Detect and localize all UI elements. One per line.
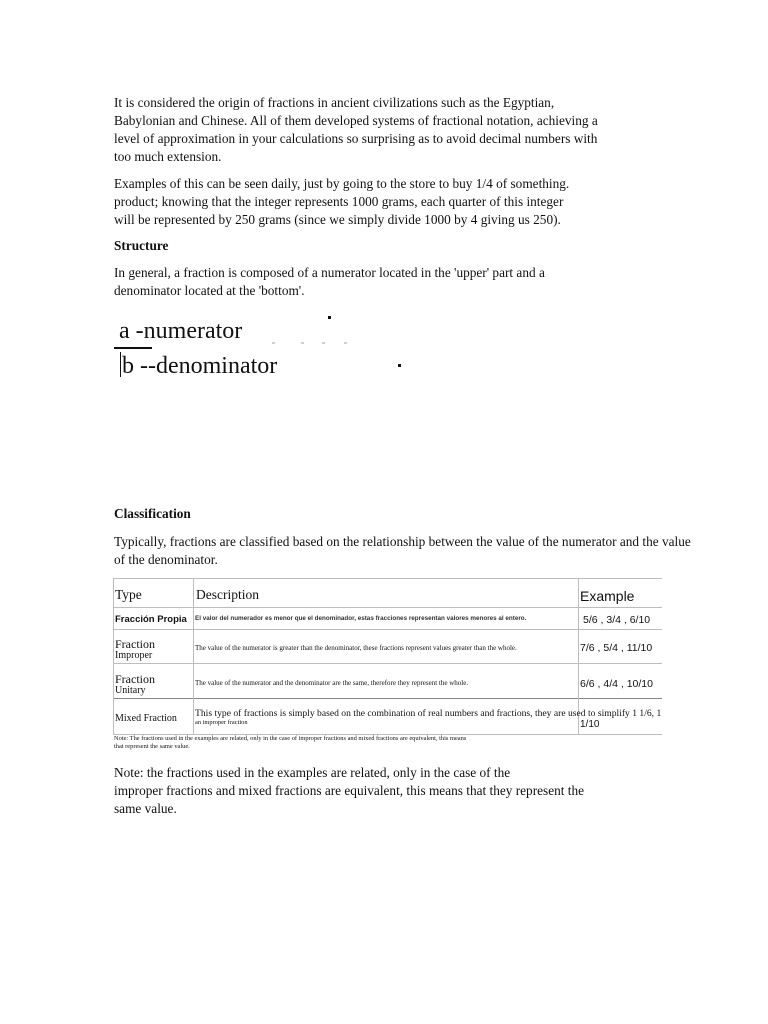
text-line: Typically, fractions are classified based on the relationship between the value of the numerator and the value — [114, 534, 691, 549]
text-line: of the denominator. — [114, 552, 218, 567]
denominator-label: b --denominator — [122, 353, 278, 379]
header-type: Type — [115, 587, 142, 602]
table-footnote — [114, 735, 466, 751]
header-example: Example — [580, 588, 635, 604]
header-description: Description — [196, 587, 259, 602]
table-border — [113, 663, 662, 664]
classification-paragraph — [114, 533, 691, 569]
structure-paragraph — [114, 264, 545, 300]
text-cursor-icon — [120, 352, 121, 377]
table-cell-description: El valor del numerador es menor que el denominador, estas fracciones representan valores menores al entero. — [195, 615, 527, 622]
structure-heading: Structure — [114, 238, 169, 253]
dot-mark — [398, 364, 401, 367]
dot-mark — [328, 316, 331, 319]
table-border — [113, 629, 662, 630]
text-line: denominator located at the 'bottom'. — [114, 283, 305, 298]
table-cell-example: 1/10 — [580, 719, 600, 730]
table-border — [113, 578, 662, 579]
type-sublabel: Improper — [115, 650, 153, 661]
text-line: will be represented by 250 grams (since we simply divide 1000 by 4 giving us 250). — [114, 212, 561, 227]
note-paragraph — [114, 764, 584, 818]
table-border — [113, 578, 114, 735]
text-line: product; knowing that the integer represents 1000 grams, each quarter of this integer — [114, 194, 564, 209]
faint-mark — [322, 342, 325, 344]
table-cell-type — [115, 673, 155, 697]
faint-mark — [301, 342, 304, 344]
table-cell-description: The value of the numerator is greater than the denominator, these fractions represent values greater than the whole. — [195, 644, 517, 652]
table-cell-type: Mixed Fraction — [115, 713, 177, 724]
text-line: It is considered the origin of fractions in ancient civilizations such as the Egyptian, — [114, 95, 555, 110]
table-cell-example: 7/6 , 5/4 , 11/10 — [580, 642, 653, 654]
text-line: same value. — [114, 801, 177, 816]
type-label: Fraction — [115, 637, 155, 651]
examples-paragraph — [114, 175, 569, 229]
intro-paragraph — [114, 94, 598, 166]
description-line: an improper fraction — [195, 719, 248, 726]
text-line: Note: the fractions used in the examples are related, only in the case of the — [114, 765, 511, 780]
numerator-label: a -numerator — [119, 318, 243, 344]
type-label: Fraction — [115, 672, 155, 686]
text-line: level of approximation in your calculations so surprising as to avoid decimal numbers with — [114, 131, 598, 146]
text-line: Examples of this can be seen daily, just by going to the store to buy 1/4 of something. — [114, 176, 570, 191]
faint-mark — [344, 342, 347, 344]
table-border — [193, 578, 194, 735]
table-cell-type: Fracción Propia — [115, 614, 187, 625]
text-line: improper fractions and mixed fractions are equivalent, this means that they represent the — [114, 783, 585, 798]
text-line: that represent the same value. — [114, 743, 190, 750]
classification-table — [113, 578, 662, 736]
faint-mark — [272, 342, 275, 344]
classification-heading: Classification — [114, 506, 191, 521]
table-border — [113, 607, 662, 608]
table-cell-type — [115, 638, 155, 662]
type-sublabel: Unitary — [115, 685, 146, 696]
table-cell-description: The value of the numerator and the denominator are the same, therefore they represent the whole. — [195, 679, 469, 687]
fraction-bar — [114, 347, 152, 349]
table-cell-example: 5/6 , 3/4 , 6/10 — [583, 614, 651, 626]
text-line: In general, a fraction is composed of a numerator located in the 'upper' part and a — [114, 265, 545, 280]
text-line: Note: The fractions used in the examples are related, only in the case of improper fractions and mixed fractions are equivalent, this means — [114, 735, 467, 742]
text-line: Babylonian and Chinese. All of them developed systems of fractional notation, achieving a — [114, 113, 598, 128]
denominator-row — [120, 352, 277, 380]
table-border — [113, 698, 662, 699]
table-cell-example: 6/6 , 4/4 , 10/10 — [580, 678, 653, 690]
text-line: too much extension. — [114, 149, 222, 164]
description-line: This type of fractions is simply based on the combination of real numbers and fractions, they are used to simplify 1 1/6, 1 — [195, 708, 662, 719]
